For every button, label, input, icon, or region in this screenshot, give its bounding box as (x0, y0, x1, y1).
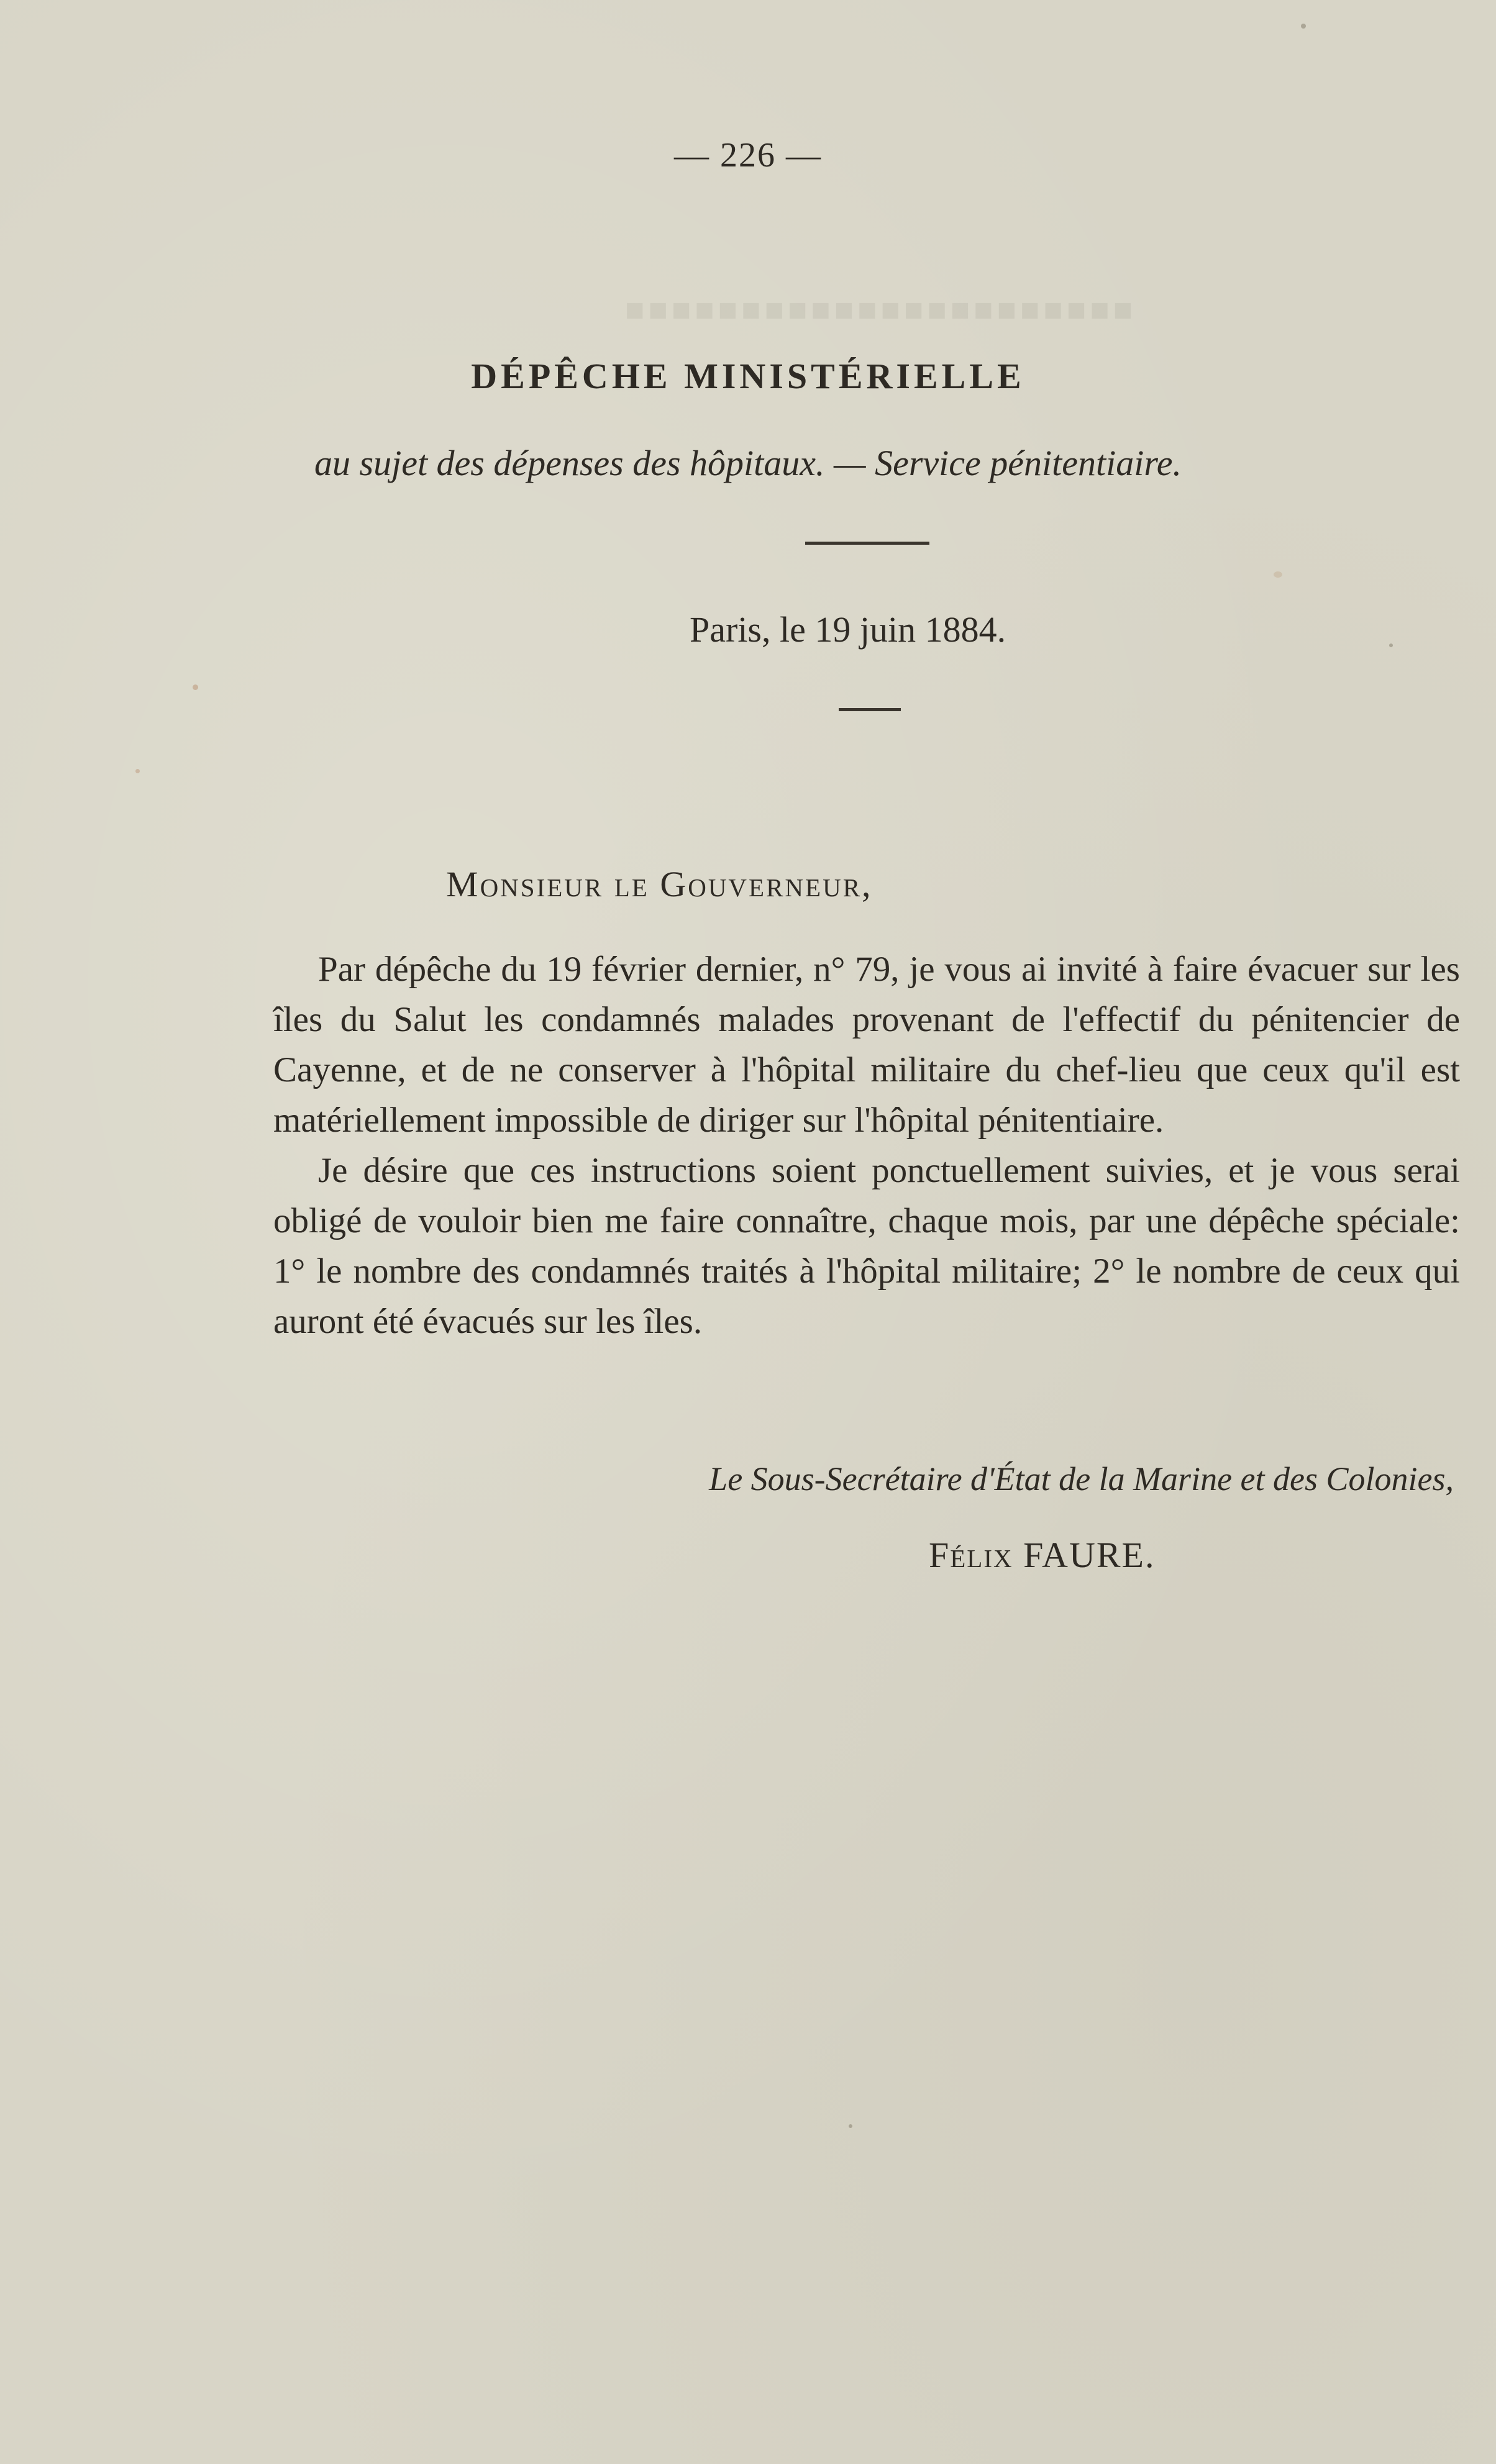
letter-body (273, 944, 1460, 1347)
paper-speck (1274, 571, 1282, 578)
signatory-title: Le Sous-Secrétaire d'État de la Marine et des Colonies, (709, 1460, 1454, 1498)
separator-rule (805, 542, 929, 545)
paragraph: Par dépêche du 19 février dernier, n° 79, je vous ai invité à faire évacuer sur les îles du Salut les condamnés malades provenant de l'effectif du pénitencier de Cayenne, et de ne conserver à l'hôpital militaire du chef-lieu que ceux qu'il est matériellement impossible de diriger sur l'hôpital pénitentiaire. (273, 950, 1460, 1140)
paper-speck (849, 2124, 852, 2128)
paper-speck (1389, 643, 1393, 647)
salutation: Monsieur le Gouverneur, (446, 864, 873, 904)
signatory-last-name: FAURE. (1023, 1535, 1156, 1575)
page-subtitle: au sujet des dépenses des hôpitaux. — Service pénitentiaire. (314, 443, 1182, 483)
separator-rule-short (839, 708, 901, 711)
signatory-first-name: Félix (929, 1535, 1013, 1575)
paper-speck (193, 684, 198, 690)
signatory-name (929, 1534, 1155, 1576)
bleed-through: ■■■■■■■■■■■■■■■■■■■■■■ (621, 293, 1133, 328)
dateline: Paris, le 19 juin 1884. (690, 609, 1006, 650)
page-number: — 226 — (674, 136, 822, 175)
paper-speck (1301, 24, 1306, 29)
page-title: DÉPÊCHE MINISTÉRIELLE (471, 356, 1025, 396)
paper-speck (135, 769, 140, 773)
paragraph: Je désire que ces instructions soient ponctuellement suivies, et je vous serai obligé de vouloir bien me faire connaître, chaque mois, par une dépêche spéciale: 1° le nombre des condamnés traités à l'hôpital militaire; 2° le nombre de ceux qui auront été évacués sur les îles. (273, 1151, 1460, 1341)
